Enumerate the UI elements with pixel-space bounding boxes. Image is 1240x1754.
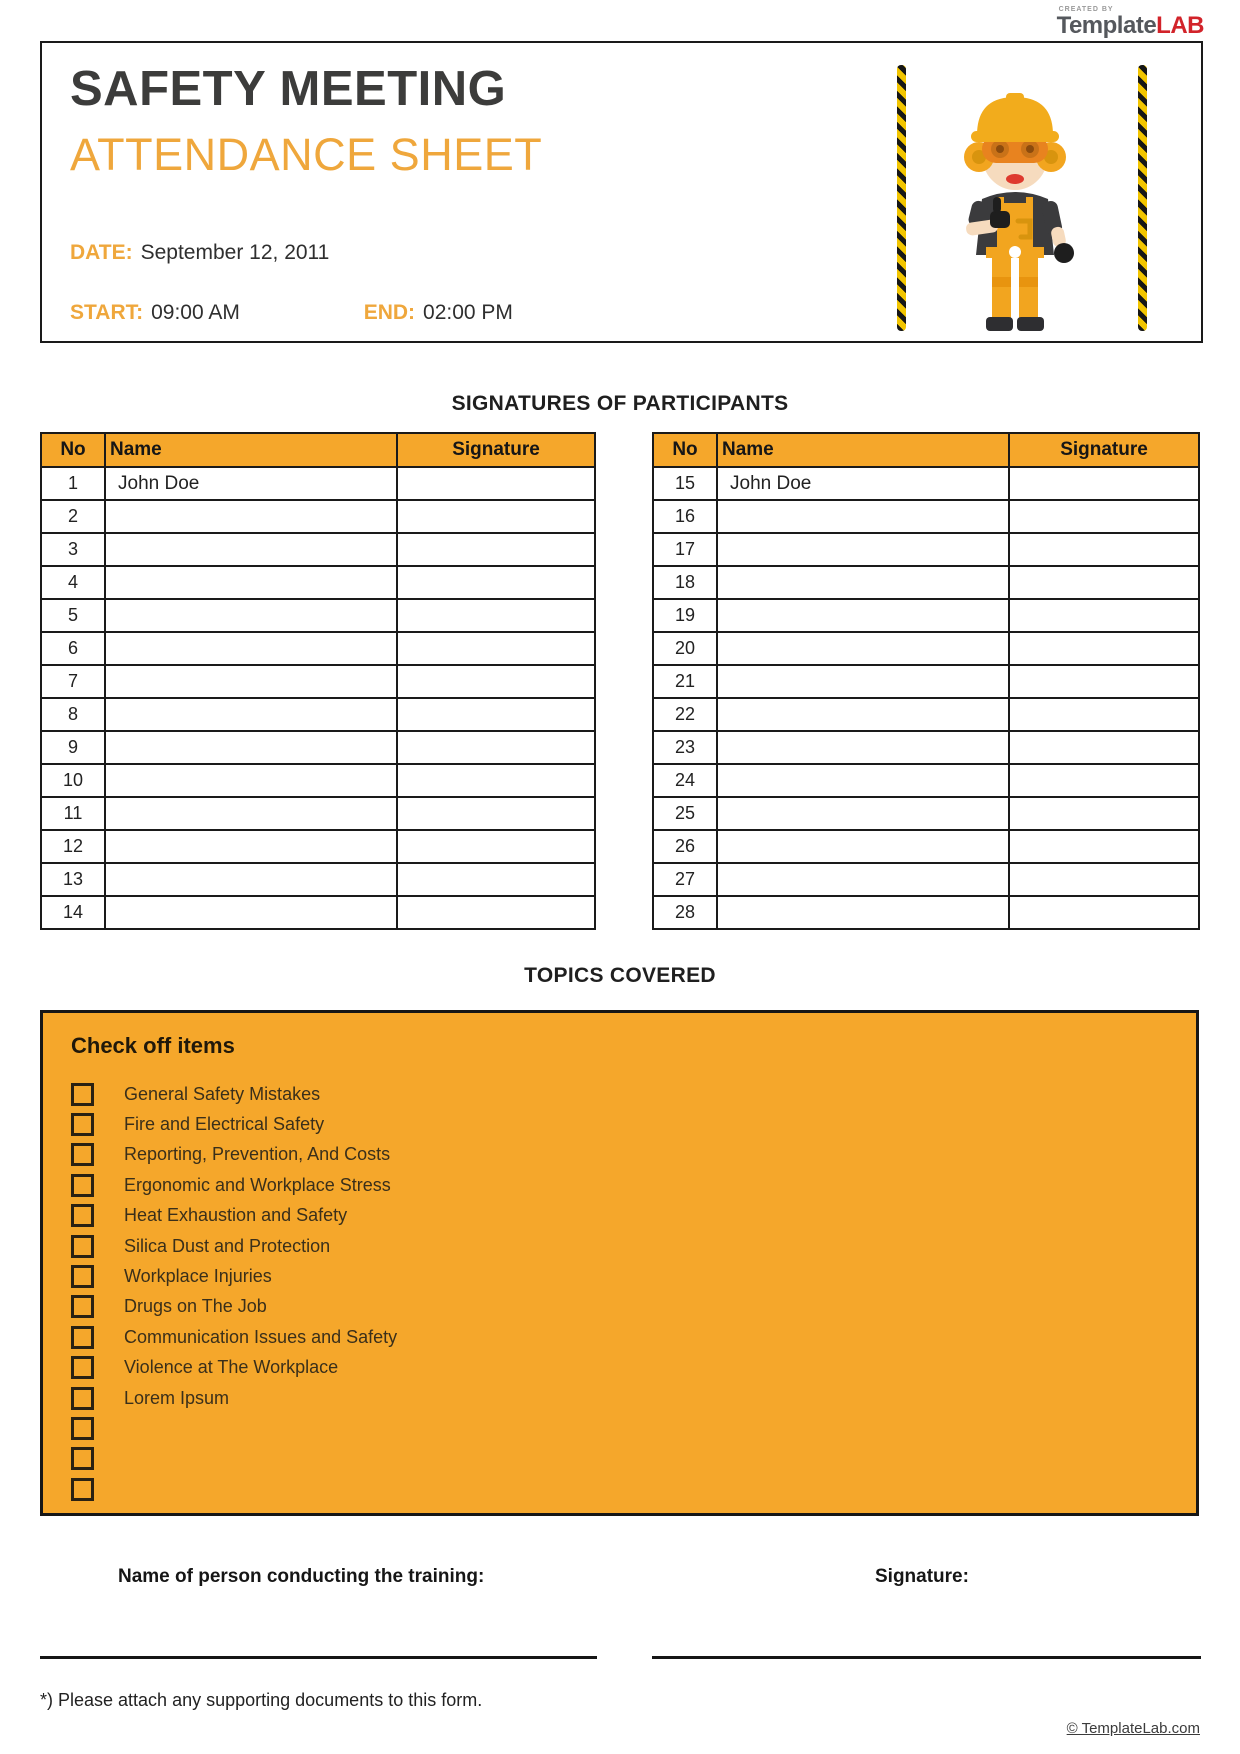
name-cell[interactable] [105,500,397,533]
check-item-label: Silica Dust and Protection [124,1235,331,1256]
table-row [41,896,595,929]
check-item-label: Fire and Electrical Safety [124,1114,325,1135]
signature-cell[interactable] [397,698,595,731]
name-cell[interactable] [105,632,397,665]
table-row [41,665,595,698]
checkbox[interactable] [71,1326,94,1349]
check-item-label: General Safety Mistakes [124,1083,321,1104]
column-header: Name [717,433,1009,467]
signature-table-head-row [41,433,595,467]
name-cell[interactable] [105,533,397,566]
signature-cell[interactable] [397,632,595,665]
name-cell[interactable] [717,863,1009,896]
table-row [41,698,595,731]
table-row [41,467,595,500]
check-item [59,1413,1180,1443]
name-cell[interactable] [717,731,1009,764]
name-cell[interactable] [717,599,1009,632]
checkbox[interactable] [71,1447,94,1470]
table-row [41,863,595,896]
signature-cell[interactable] [1009,764,1199,797]
check-item [59,1322,1180,1352]
checkbox[interactable] [71,1235,94,1258]
signature-cell[interactable] [1009,632,1199,665]
checklist [59,1079,1180,1504]
checkbox[interactable] [71,1143,94,1166]
row-number-cell: 26 [653,830,717,863]
signature-cell[interactable] [1009,863,1199,896]
row-number-cell: 6 [41,632,105,665]
checkbox[interactable] [71,1113,94,1136]
row-number-cell: 27 [653,863,717,896]
page-title: SAFETY MEETING [70,62,507,116]
row-number-cell: 8 [41,698,105,731]
table-row [653,665,1199,698]
check-item-label: Ergonomic and Workplace Stress [124,1174,391,1195]
signature-cell[interactable] [397,500,595,533]
caution-stripe-left [897,65,906,331]
table-row [653,698,1199,731]
signature-cell[interactable] [397,797,595,830]
signature-cell[interactable] [1009,698,1199,731]
signature-cell[interactable] [1009,500,1199,533]
row-number-cell: 11 [41,797,105,830]
signature-cell[interactable] [1009,599,1199,632]
check-item [59,1292,1180,1322]
name-cell[interactable] [717,698,1009,731]
table-row [41,533,595,566]
check-item [59,1474,1180,1504]
check-item [59,1201,1180,1231]
table-row [41,830,595,863]
checkbox[interactable] [71,1174,94,1197]
name-cell[interactable] [717,665,1009,698]
column-header: Signature [397,433,595,467]
name-cell[interactable] [105,698,397,731]
checkbox[interactable] [71,1478,94,1501]
name-cell[interactable]: John Doe [717,467,1009,500]
name-cell[interactable] [717,764,1009,797]
time-row [70,301,513,325]
column-header: No [653,433,717,467]
table-row [653,731,1199,764]
check-item-label: Communication Issues and Safety [124,1326,398,1347]
check-item [59,1231,1180,1261]
header-box [40,41,1203,343]
date-row [70,241,329,265]
row-number-cell: 21 [653,665,717,698]
table-row [653,632,1199,665]
checkbox[interactable] [71,1387,94,1410]
checkbox[interactable] [71,1265,94,1288]
signature-cell[interactable] [1009,467,1199,500]
logo-brand-accent: LAB [1156,12,1204,39]
row-number-cell: 22 [653,698,717,731]
row-number-cell: 15 [653,467,717,500]
date-label: DATE: [70,241,133,264]
caution-stripe-right [1138,65,1147,331]
row-number-cell: 19 [653,599,717,632]
signature-cell[interactable] [397,764,595,797]
signature-cell[interactable] [1009,830,1199,863]
table-row [653,863,1199,896]
table-row [41,797,595,830]
row-number-cell: 3 [41,533,105,566]
table-row [41,599,595,632]
logo-created-by: CREATED BY [1058,6,1114,13]
table-row [653,896,1199,929]
topics-heading: TOPICS COVERED [524,964,716,987]
name-cell[interactable] [105,896,397,929]
signature-cell[interactable] [397,896,595,929]
table-row [653,533,1199,566]
start-value: 09:00 AM [151,301,240,324]
signature-cell[interactable] [1009,533,1199,566]
table-row [653,797,1199,830]
name-cell[interactable] [105,599,397,632]
checkbox[interactable] [71,1204,94,1227]
page-subtitle: ATTENDANCE SHEET [70,129,543,180]
check-item-label: Violence at The Workplace [124,1357,339,1378]
row-number-cell: 7 [41,665,105,698]
table-row [653,599,1199,632]
signature-cell[interactable] [397,665,595,698]
row-number-cell: 12 [41,830,105,863]
name-cell[interactable] [717,797,1009,830]
table-row [653,830,1199,863]
check-item [59,1170,1180,1200]
signature-cell[interactable] [397,566,595,599]
checklist-title: Check off items [71,1033,235,1058]
signature-cell[interactable] [1009,731,1199,764]
attachment-footnote: *) Please attach any supporting documents to this form. [40,1690,483,1710]
row-number-cell: 1 [41,467,105,500]
name-cell[interactable] [105,731,397,764]
logo-brand-primary: Template [1056,12,1157,39]
column-header: Name [105,433,397,467]
name-cell[interactable] [105,797,397,830]
row-number-cell: 18 [653,566,717,599]
checkbox[interactable] [71,1083,94,1106]
row-number-cell: 10 [41,764,105,797]
topics-panel [40,1010,1199,1516]
conductor-name-label: Name of person conducting the training: [118,1566,485,1587]
signature-cell[interactable] [1009,566,1199,599]
row-number-cell: 25 [653,797,717,830]
row-number-cell: 20 [653,632,717,665]
signatures-table-left [40,432,596,930]
column-header: No [41,433,105,467]
check-item [59,1261,1180,1291]
row-number-cell: 24 [653,764,717,797]
start-label: START: [70,301,144,324]
signature-cell[interactable] [397,731,595,764]
table-row [653,566,1199,599]
name-cell[interactable] [105,764,397,797]
conductor-name-line[interactable] [40,1656,597,1659]
name-cell[interactable] [105,665,397,698]
check-item-label: Drugs on The Job [124,1296,267,1317]
row-number-cell: 2 [41,500,105,533]
name-cell[interactable] [105,830,397,863]
logo-brand [1057,12,1204,39]
table-row [41,566,595,599]
table-row [41,632,595,665]
table-row [41,500,595,533]
check-item-label: Heat Exhaustion and Safety [124,1205,348,1226]
signature-cell[interactable] [397,467,595,500]
table-body-left [41,467,595,929]
row-number-cell: 4 [41,566,105,599]
row-number-cell: 23 [653,731,717,764]
copyright-link[interactable]: © TemplateLab.com [1066,1720,1200,1737]
name-cell[interactable] [717,632,1009,665]
signature-table-head-row [653,433,1199,467]
column-header: Signature [1009,433,1199,467]
signatures-heading: SIGNATURES OF PARTICIPANTS [451,392,789,415]
name-cell[interactable] [717,533,1009,566]
table-row [653,500,1199,533]
end-value: 02:00 PM [423,301,513,324]
row-number-cell: 28 [653,896,717,929]
check-item [59,1079,1180,1109]
name-cell[interactable]: John Doe [105,467,397,500]
name-cell[interactable] [717,566,1009,599]
check-item [59,1444,1180,1474]
name-cell[interactable] [717,500,1009,533]
row-number-cell: 16 [653,500,717,533]
row-number-cell: 17 [653,533,717,566]
checkbox[interactable] [71,1417,94,1440]
table-row [653,467,1199,500]
check-item [59,1109,1180,1139]
conductor-signature-line[interactable] [652,1656,1201,1659]
row-number-cell: 9 [41,731,105,764]
name-cell[interactable] [717,896,1009,929]
signatures-table-right [652,432,1200,930]
signature-cell[interactable] [1009,797,1199,830]
conductor-signature-label: Signature: [875,1566,969,1587]
check-item [59,1353,1180,1383]
checkbox[interactable] [71,1356,94,1379]
signature-cell[interactable] [397,599,595,632]
checkbox[interactable] [71,1295,94,1318]
row-number-cell: 13 [41,863,105,896]
name-cell[interactable] [717,830,1009,863]
name-cell[interactable] [105,863,397,896]
construction-worker-illustration [930,63,1100,339]
templatelab-logo [1057,6,1204,38]
name-cell[interactable] [105,566,397,599]
check-item-label: Reporting, Prevention, And Costs [124,1144,391,1165]
signature-cell[interactable] [397,830,595,863]
check-item [59,1383,1180,1413]
check-item [59,1140,1180,1170]
signature-cell[interactable] [1009,896,1199,929]
table-row [653,764,1199,797]
table-row [41,731,595,764]
signature-cell[interactable] [397,533,595,566]
date-value: September 12, 2011 [140,241,330,264]
table-body-right [653,467,1199,929]
check-item-label: Workplace Injuries [124,1266,272,1287]
row-number-cell: 5 [41,599,105,632]
signature-cell[interactable] [397,863,595,896]
end-label: END: [363,301,416,324]
table-row [41,764,595,797]
row-number-cell: 14 [41,896,105,929]
check-item-label: Lorem Ipsum [124,1387,230,1408]
signature-cell[interactable] [1009,665,1199,698]
